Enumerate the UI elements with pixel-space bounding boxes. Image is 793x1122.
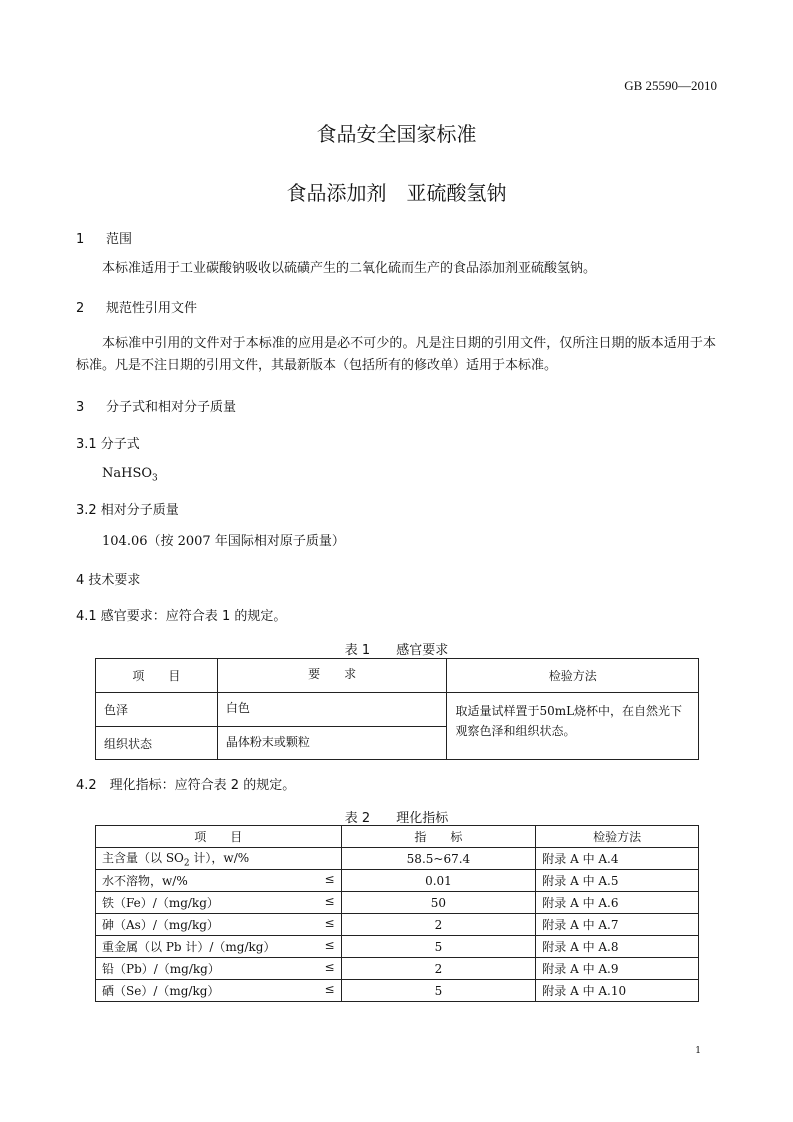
section-4-2-heading: 4.2 理化指标：应符合表 2 的规定。 <box>76 778 296 793</box>
table-cell-method: 附录 A 中 A.8 <box>536 936 699 958</box>
table-1-caption: 表 1 感官要求 <box>344 643 449 658</box>
table-header-index: 指 标 <box>341 826 536 848</box>
molecular-mass: 104.06（按 2007 年国际相对原子质量） <box>102 534 345 549</box>
table-cell-item: ≤ 硒（Se）/（mg/kg） <box>96 980 342 1002</box>
section-2-heading <box>76 297 197 316</box>
table-row <box>96 892 699 914</box>
table-header-method: 检验方法 <box>447 659 699 693</box>
table-row <box>96 980 699 1002</box>
table-cell-method: 附录 A 中 A.9 <box>536 958 699 980</box>
table-cell-requirement: 白色 <box>217 693 447 727</box>
table-cell-value: 2 <box>341 958 536 980</box>
table-cell-method: 附录 A 中 A.4 <box>536 848 699 870</box>
table-row <box>96 958 699 980</box>
section-2-text: 本标准中引用的文件对于本标准的应用是必不可少的。凡是注日期的引用文件，仅所注日期的版本适用于本标准。凡是不注日期的引用文件，其最新版本（包括所有的修改单）适用于本标准。 <box>76 336 716 373</box>
section-3-2-heading: 3.2 相对分子质量 <box>76 503 179 518</box>
table-2-caption: 表 2 理化指标 <box>344 811 449 826</box>
section-number: 3 <box>76 400 85 415</box>
table-cell-method: 附录 A 中 A.10 <box>536 980 699 1002</box>
table-row <box>96 936 699 958</box>
table-cell-item: ≤ 砷（As）/（mg/kg） <box>96 914 342 936</box>
table-row <box>96 693 699 727</box>
table-cell-item: 组织状态 <box>96 727 218 760</box>
table-row <box>96 870 699 892</box>
section-number: 1 <box>76 232 85 247</box>
table-cell-method: 附录 A 中 A.5 <box>536 870 699 892</box>
table-row <box>96 848 699 870</box>
table-row <box>96 914 699 936</box>
table-header-method: 检验方法 <box>536 826 699 848</box>
table-cell-item: ≤ 水不溶物，w/% <box>96 870 342 892</box>
table-cell-value: 58.5~67.4 <box>341 848 536 870</box>
section-1-text: 本标准适用于工业碳酸钠吸收以硫磺产生的二氧化硫而生产的食品添加剂亚硫酸氢钠。 <box>102 261 597 276</box>
table-cell-item: 主含量（以 $SO_2$ 计），w/% <box>96 848 342 870</box>
table-cell-value: 50 <box>341 892 536 914</box>
table-cell-item: 色泽 <box>96 693 218 727</box>
table-header-item: 项 目 <box>96 826 342 848</box>
section-3-1-heading: 3.1 分子式 <box>76 437 140 452</box>
table-cell-value: 5 <box>341 980 536 1002</box>
section-title: 规范性引用文件 <box>106 301 198 316</box>
table-cell-item: ≤ 铁（Fe）/（mg/kg） <box>96 892 342 914</box>
table-cell-item: ≤ 铅（Pb）/（mg/kg） <box>96 958 342 980</box>
table-header-item: 项 目 <box>96 659 218 693</box>
section-title: 范围 <box>106 232 133 247</box>
document-subtitle: 食品添加剂 亚硫酸氢钠 <box>286 181 507 205</box>
section-number: 2 <box>76 301 85 316</box>
section-4-1-heading: 4.1 感官要求：应符合表 1 的规定。 <box>76 609 287 624</box>
sensory-table <box>95 658 699 760</box>
table-cell-value: 2 <box>341 914 536 936</box>
table-cell-method: 附录 A 中 A.7 <box>536 914 699 936</box>
table-cell-method: 取适量试样置于50mL烧杯中，在自然光下观察色泽和组织状态。 <box>447 693 699 760</box>
section-title: 分子式和相对分子质量 <box>106 400 237 415</box>
page-number: 1 <box>695 1046 701 1056</box>
section-3-heading <box>76 396 236 415</box>
physicochemical-table <box>95 825 699 1002</box>
table-cell-item: ≤ 重金属（以 Pb 计）/（mg/kg） <box>96 936 342 958</box>
section-1-heading <box>76 228 132 247</box>
table-cell-method: 附录 A 中 A.6 <box>536 892 699 914</box>
table-header-requirement: 要 求 <box>217 659 447 693</box>
table-cell-value: 0.01 <box>341 870 536 892</box>
table-cell-requirement: 晶体粉末或颗粒 <box>217 727 447 760</box>
section-4-heading: 4 技术要求 <box>76 573 141 588</box>
table-cell-value: 5 <box>341 936 536 958</box>
standard-number: GB 25590—2010 <box>624 78 717 93</box>
document-title: 食品安全国家标准 <box>316 122 477 146</box>
molecular-formula: NaHSO$_3$ <box>102 466 158 484</box>
